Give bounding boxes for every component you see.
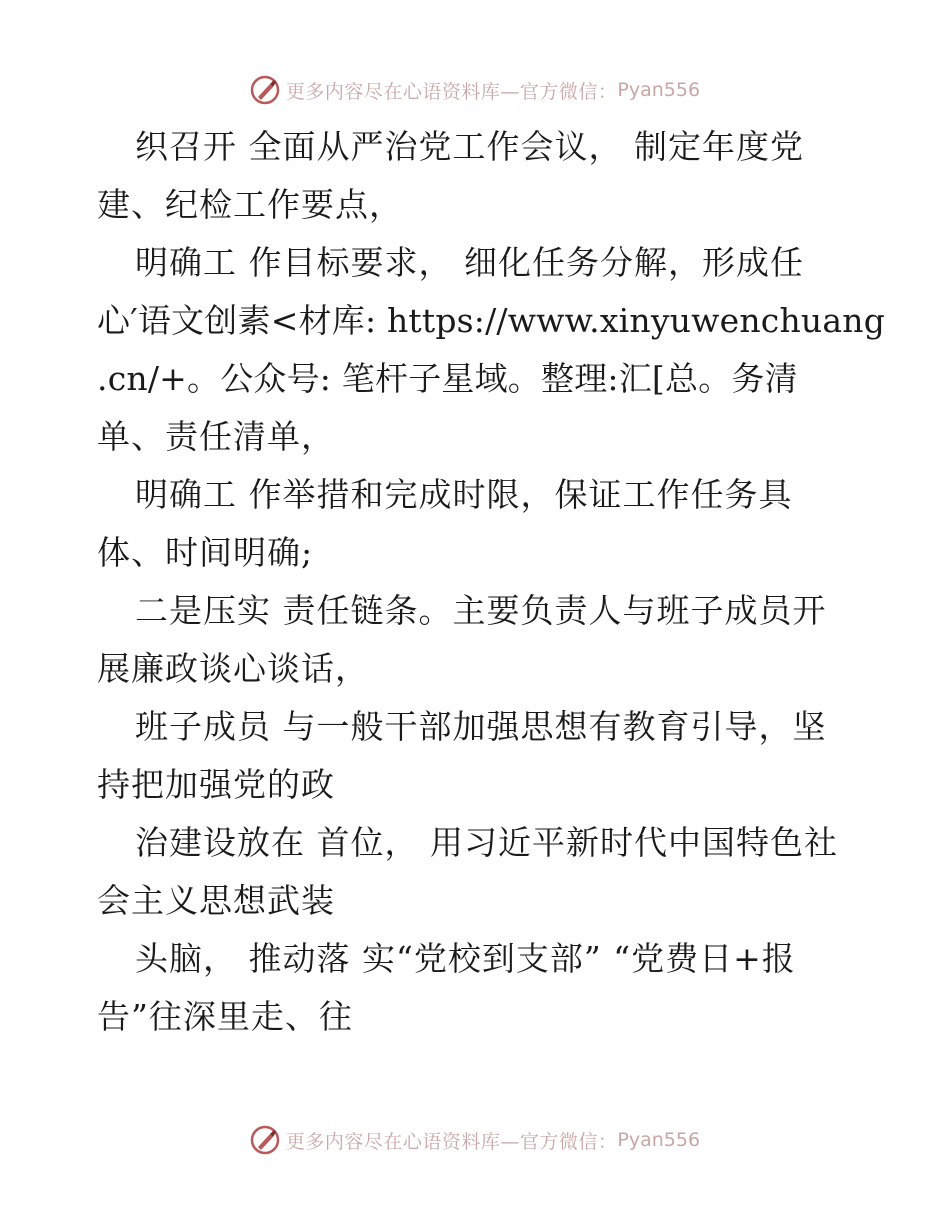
text-line: .cn/+。公众号: 笔杆子星域。整理:汇[总。务清 [97,359,798,398]
text-line: 明确工 作举措和完成时限，保证工作任务具 [135,475,793,514]
text-line: 建、纪检工作要点， [97,185,403,224]
pen-logo-icon [250,75,280,105]
text-line: 心′语文创素<材库: https://www.xinyuwenchuang [97,301,886,340]
banner-wechat-id: Pyan556 [617,1129,701,1151]
banner-text: 更多内容尽在心语资料库—官方微信： [285,80,618,103]
text-line: 明确工 作目标要求， 细化任务分解，形成任 [135,243,804,282]
text-line: 单、责任清单， [97,417,335,456]
footer-banner [0,1120,950,1160]
text-line: 班子成员 与一般干部加强思想有教育引导，坚 [135,707,827,746]
banner-text: 更多内容尽在心语资料库—官方微信： [285,1130,618,1153]
text-line: 持把加强党的政 [97,765,335,804]
text-line: 会主义思想武装 [97,881,335,920]
text-line: 头脑， 推动落 实“党校到支部” “党费日+报 [135,939,796,978]
pen-logo-icon [250,1125,280,1155]
text-line: 展廉政谈心谈话， [97,649,369,688]
text-line: 治建设放在 首位， 用习近平新时代中国特色社 [135,823,838,862]
text-line: 二是压实 责任链条。主要负责人与班子成员开 [135,591,827,630]
banner-wechat-id: Pyan556 [617,79,701,101]
document-body [97,118,886,1046]
text-line: 体、时间明确; [97,533,314,572]
text-line: 织召开 全面从严治党工作会议， 制定年度党 [135,127,804,166]
text-line: 告”往深里走、往 [97,997,353,1036]
header-banner [0,70,950,110]
